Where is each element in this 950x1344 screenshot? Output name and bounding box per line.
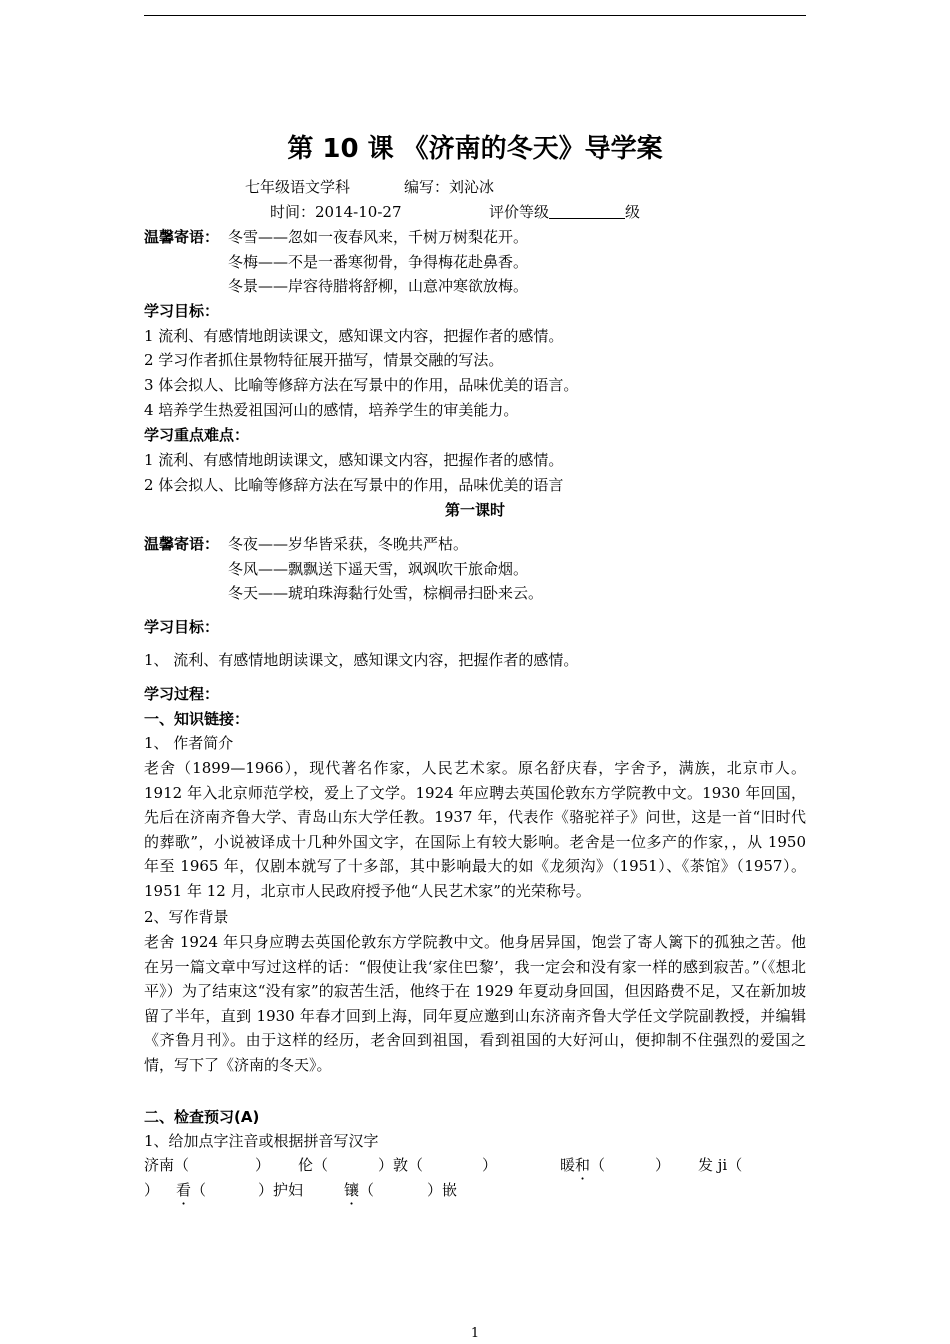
greeting2-label: 温馨寄语： (144, 535, 220, 553)
exercise-item-hufu: ）护妇 (258, 1181, 304, 1199)
greeting2-line: 冬风——飘飘送下遥天雪，飒飒吹干旅命烟。 (228, 560, 529, 578)
lesson1-heading: 第一课时 (444, 501, 505, 519)
subject-label: 七年级语文学科 (245, 178, 351, 196)
goal-item: 1 流利、有感情地朗读课文，感知课文内容，把握作者的感情。 (144, 327, 564, 345)
greeting1-line: 冬雪——忽如一夜春风来，千树万树梨花开。 (228, 228, 529, 246)
exercise-item-lun: 伦（ (298, 1156, 329, 1174)
goal-item: 3 体会拟人、比喻等修辞方法在写景中的作用，品味优美的语言。 (144, 376, 579, 394)
key-point-item: 2 体会拟人、比喻等修辞方法在写景中的作用，品味优美的语言 (144, 476, 564, 494)
greeting1-line: 冬梅——不是一番寒彻骨，争得梅花赴鼻香。 (228, 253, 529, 271)
header-rule (144, 15, 806, 16)
emphasis-dot-he: 和 (575, 1156, 591, 1174)
process-heading: 学习过程： (144, 685, 220, 703)
author-label: 编写：刘沁冰 (404, 178, 495, 196)
goal-item: 2 学习作者抓住景物特征展开描写，情景交融的写法。 (144, 351, 504, 369)
page-number: 1 (470, 1326, 480, 1341)
lesson1-goal-item: 1、 流利、有感情地朗读课文，感知课文内容，把握作者的感情。 (144, 651, 579, 669)
greeting1-label: 温馨寄语： (144, 228, 220, 246)
exercise-heading: 1、给加点字注音或根据拼音写汉字 (144, 1132, 379, 1150)
greeting2-line: 冬天——琥珀珠海黏行处雪，棕榈帚扫卧来云。 (228, 584, 544, 602)
nuanhuo-paren: （ (590, 1156, 606, 1174)
exercise-item-xiang (344, 1180, 374, 1200)
section2-heading: 二、检查预习(A) (144, 1108, 260, 1126)
exercise-item-faji: 发 ji（ (698, 1156, 743, 1174)
exercise-item-kan (176, 1180, 206, 1200)
grade-field (489, 202, 640, 222)
background-heading: 2、写作背景 (144, 908, 229, 926)
nuan-char: 暖 (560, 1156, 576, 1174)
time-label: 时间：2014-10-27 (270, 203, 402, 221)
grade-suffix: 级 (625, 203, 641, 221)
goals-heading: 学习目标： (144, 302, 220, 320)
exercise-item-dun: ）敦（ (378, 1156, 424, 1174)
author-intro-text: 老舍（1899—1966），现代著名作家，人民艺术家。原名舒庆春，字舍予，满族，北京市人。1912 年入北京师范学校，爱上了文学。1924 年应聘去英国伦敦东方学院教中文。1930 年回国，先后在济南齐鲁大学、青岛山东大学任教。1937 年，代表作《骆驼祥子》问世，这是一首“旧时代的葬歌”，小说被译成十几种外国文字，在国际上有较大影响。老舍是一位多产的作家，，从 1950 年至 1965 年，仅剧本就写了十多部，其中影响最大的如《龙须沟》（1951）、《茶馆》（1957）。1951 年 12 月，北京市人民政府授予他“人民艺术家”的光荣称号。 (144, 759, 806, 900)
page-title: 第 10 课 《济南的冬天》导学案 (287, 134, 663, 164)
exercise-item-nuanhuo-close: ） (655, 1156, 671, 1174)
emphasis-dot-kan: 看 (176, 1181, 192, 1199)
xiang-paren: （ (359, 1181, 375, 1199)
exercise-item-faji-close: ） (144, 1181, 160, 1199)
key-point-item: 1 流利、有感情地朗读课文，感知课文内容，把握作者的感情。 (144, 451, 564, 469)
author-intro-heading: 1、 作者简介 (144, 734, 234, 752)
key-points-heading: 学习重点难点： (144, 426, 250, 444)
exercise-item-dun-close: ） (482, 1156, 498, 1174)
kan-paren: （ (191, 1181, 207, 1199)
goal-item: 4 培养学生热爱祖国河山的感情，培养学生的审美能力。 (144, 401, 519, 419)
exercise-item-nuanhuo (560, 1155, 605, 1175)
grade-label: 评价等级 (489, 203, 550, 221)
emphasis-dot-xiang: 镶 (344, 1181, 360, 1199)
exercise-item-jinan-close: ） (255, 1156, 271, 1174)
background-text: 老舍 1924 年只身应聘去英国伦敦东方学院教中文。他身居异国，饱尝了寄人篱下的孤独之苦。他在另一篇文章中写过这样的话：“假使让我‘家住巴黎’，我一定会和没有家一样的感到寂苦。”（《想北平》）为了结束这“没有家”的寂苦生活，他终于在 1929 年夏动身回国，但因路费不足，又在新加坡留了半年，直到 1930 年春才回到上海，同年夏应邀到山东济南齐鲁大学任文学院副教授，并编辑《齐鲁月刊》。由于这样的经历，老舍回到祖国，看到祖国的大好河山，便抑制不住强烈的爱国之情，写下了《济南的冬天》。 (144, 933, 806, 1074)
exercise-item-qian: ）嵌 (427, 1181, 458, 1199)
section1-heading: 一、知识链接： (144, 710, 250, 728)
lesson1-goals-heading: 学习目标： (144, 618, 220, 636)
exercise-item-jinan: 济南（ (144, 1156, 190, 1174)
grade-blank (549, 204, 625, 219)
greeting2-line: 冬夜——岁华皆采获，冬晚共严枯。 (228, 535, 469, 553)
greeting1-line: 冬景——岸容待腊将舒柳，山意冲寒欲放梅。 (228, 277, 529, 295)
